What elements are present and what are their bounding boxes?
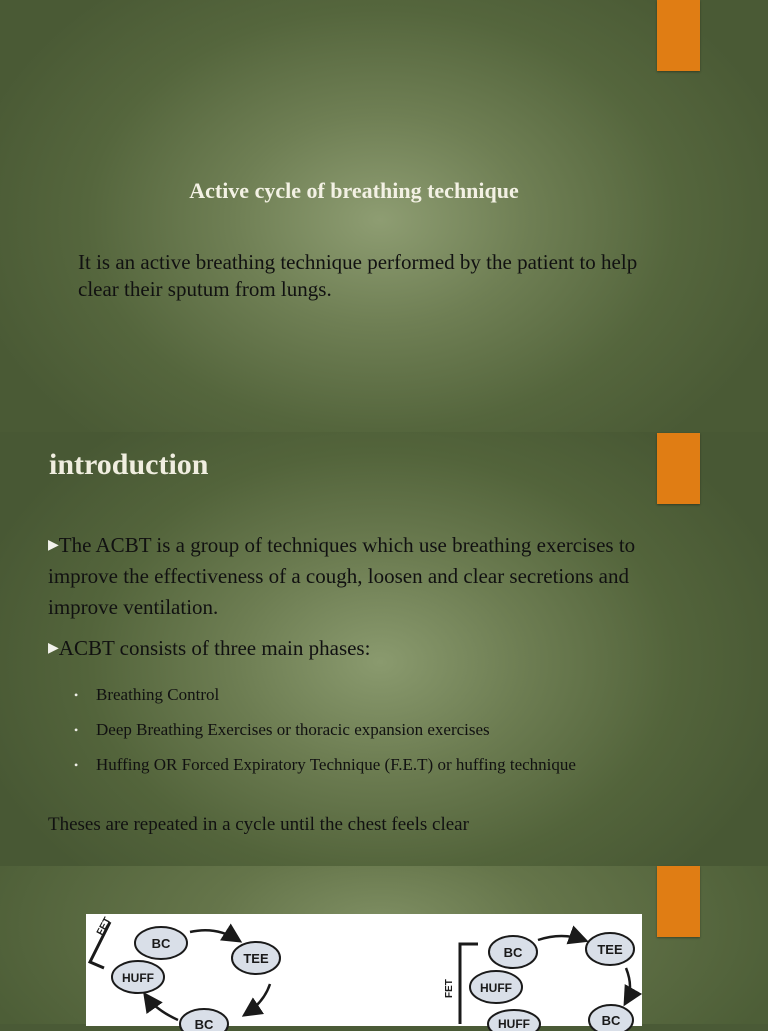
bullet-item: [48, 636, 370, 661]
cycle-arrow: [146, 996, 178, 1020]
node-label: HUFF: [498, 1017, 530, 1031]
phase-item: [74, 752, 634, 778]
cycle-diagram-svg: [86, 914, 642, 1031]
slide-title: Active cycle of breathing technique: [189, 178, 519, 203]
triangle-bullet-icon: ▶: [48, 641, 59, 656]
phase-item: [74, 717, 634, 743]
left-fet-label: FET: [94, 915, 114, 938]
dot-bullet-icon: •: [74, 688, 79, 702]
orange-accent-bar: [657, 0, 700, 71]
right-cycle: [444, 933, 634, 1031]
slide-1: [0, 0, 768, 432]
intro-paragraph: It is an active breathing technique performed by the patient to help clear their sputum from lungs.: [78, 250, 638, 301]
closing-text: Theses are repeated in a cycle until the chest feels clear: [48, 814, 469, 835]
node-label: HUFF: [122, 971, 154, 985]
bullet-item: [48, 530, 688, 623]
slide-2: [0, 432, 768, 866]
phase-text: Huffing OR Forced Expiratory Technique (F.E.T) or huffing technique: [96, 755, 576, 774]
left-cycle: [90, 916, 280, 1031]
node-label: HUFF: [480, 981, 512, 995]
dot-bullet-icon: •: [74, 758, 79, 772]
node-label: BC: [503, 945, 523, 960]
orange-accent-bar: [657, 433, 700, 504]
acbt-cycle-diagram: [86, 914, 642, 1031]
bullet-text: The ACBT is a group of techniques which use breathing exercises to improve the effectiveness of a cough, loosen and clear secretions and improve ventilation.: [48, 533, 636, 619]
cycle-arrow: [190, 930, 238, 940]
section-heading: introduction: [49, 448, 209, 481]
node-label: BC: [151, 936, 171, 951]
dot-bullet-icon: •: [74, 723, 79, 737]
node-label: TEE: [243, 951, 269, 966]
phase-item: [74, 682, 634, 708]
cycle-arrow: [246, 984, 270, 1014]
right-fet-label: FET: [444, 979, 455, 998]
slide-3: [0, 866, 768, 1031]
phase-text: Breathing Control: [96, 685, 220, 704]
phase-text: Deep Breathing Exercises or thoracic expansion exercises: [96, 720, 490, 739]
orange-accent-bar: [657, 866, 700, 937]
node-label: TEE: [597, 942, 623, 957]
cycle-arrow: [626, 968, 630, 1002]
node-label: BC: [194, 1017, 214, 1031]
cycle-arrow: [538, 936, 584, 940]
node-label: BC: [601, 1013, 621, 1028]
bullet-text: ACBT consists of three main phases:: [58, 636, 371, 660]
triangle-bullet-icon: ▶: [48, 538, 59, 553]
